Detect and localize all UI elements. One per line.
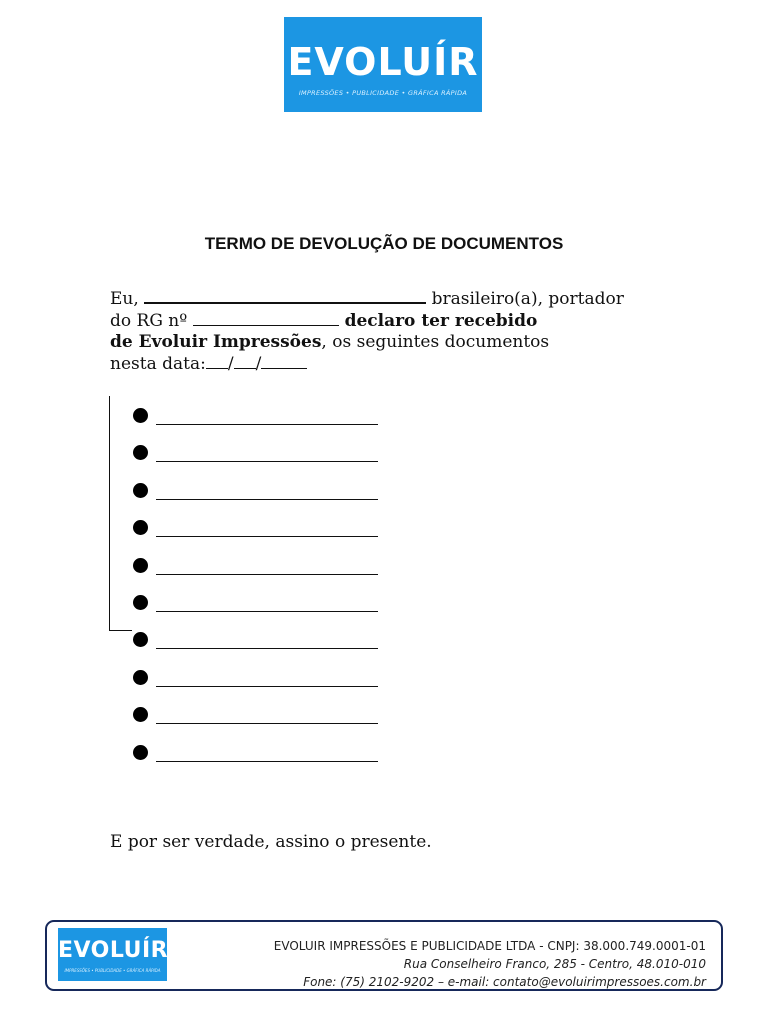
item-blank-line[interactable] — [156, 628, 378, 649]
declaration-line-4 — [110, 354, 690, 376]
footer-box — [45, 920, 723, 991]
document-list — [133, 404, 378, 778]
text-eu: Eu, — [110, 289, 145, 309]
list-item — [133, 516, 378, 553]
item-blank-line[interactable] — [156, 666, 378, 687]
bullet-icon — [133, 707, 148, 722]
list-item — [133, 703, 378, 740]
text-rg: do RG nº — [110, 310, 193, 331]
name-blank[interactable] — [144, 288, 426, 304]
text-declaro: declaro ter recebido — [338, 310, 538, 331]
logo-tagline: IMPRESSÕES • PUBLICIDADE • GRÁFICA RÁPIDA — [298, 89, 468, 97]
document-title: TERMO DE DEVOLUÇÃO DE DOCUMENTOS — [204, 234, 564, 253]
declaration-paragraph — [110, 288, 690, 375]
company-logo — [284, 17, 482, 112]
declaration-line-2 — [110, 311, 690, 333]
item-blank-line[interactable] — [156, 741, 378, 762]
day-blank[interactable] — [206, 354, 228, 369]
list-bracket — [109, 396, 132, 631]
list-item — [133, 441, 378, 478]
declaration-line-3 — [110, 332, 690, 354]
text-nationality: brasileiro(a), portador — [426, 289, 624, 309]
list-item — [133, 591, 378, 628]
list-item — [133, 554, 378, 591]
bullet-icon — [133, 558, 148, 573]
logo-wordmark: EVOLUÍR — [287, 40, 479, 84]
item-blank-line[interactable] — [156, 441, 378, 462]
month-blank[interactable] — [234, 354, 256, 369]
text-documents: , os seguintes documentos — [321, 332, 550, 352]
bullet-icon — [133, 520, 148, 535]
footer-phone-email-line: Fone: (75) 2102-9202 – e-mail: contato@evoluirimpressoes.com.br — [303, 975, 706, 989]
item-blank-line[interactable] — [156, 554, 378, 575]
item-blank-line[interactable] — [156, 516, 378, 537]
footer-contact — [274, 937, 706, 991]
item-blank-line[interactable] — [156, 703, 378, 724]
date-separator: / — [255, 353, 262, 374]
text-company: de Evoluir Impressões — [110, 332, 322, 352]
footer-company-line: EVOLUIR IMPRESSÕES E PUBLICIDADE LTDA - CNPJ: 38.000.749.0001-01 — [273, 939, 706, 953]
item-blank-line[interactable] — [156, 591, 378, 612]
bullet-icon — [133, 445, 148, 460]
date-separator: / — [227, 353, 234, 374]
declaration-line-1 — [110, 288, 690, 311]
footer-logo-tagline: IMPRESSÕES • PUBLICIDADE • GRÁFICA RÁPIDA — [64, 968, 161, 973]
rg-blank[interactable] — [193, 311, 339, 326]
footer-address-line: Rua Conselheiro Franco, 285 - Centro, 48.010-010 — [403, 957, 706, 971]
text-date-label: nesta data: — [110, 353, 206, 374]
list-item — [133, 628, 378, 665]
list-item — [133, 666, 378, 703]
item-blank-line[interactable] — [156, 404, 378, 425]
list-item — [133, 404, 378, 441]
bullet-icon — [133, 632, 148, 647]
item-blank-line[interactable] — [156, 479, 378, 500]
closing-statement: E por ser verdade, assino o presente. — [110, 832, 432, 852]
bullet-icon — [133, 670, 148, 685]
list-item — [133, 479, 378, 516]
year-blank[interactable] — [261, 354, 307, 369]
bullet-icon — [133, 745, 148, 760]
bullet-icon — [133, 408, 148, 423]
footer-logo — [58, 928, 167, 981]
footer-logo-wordmark: EVOLUÍR — [58, 938, 169, 963]
list-item — [133, 741, 378, 778]
bullet-icon — [133, 595, 148, 610]
bullet-icon — [133, 483, 148, 498]
